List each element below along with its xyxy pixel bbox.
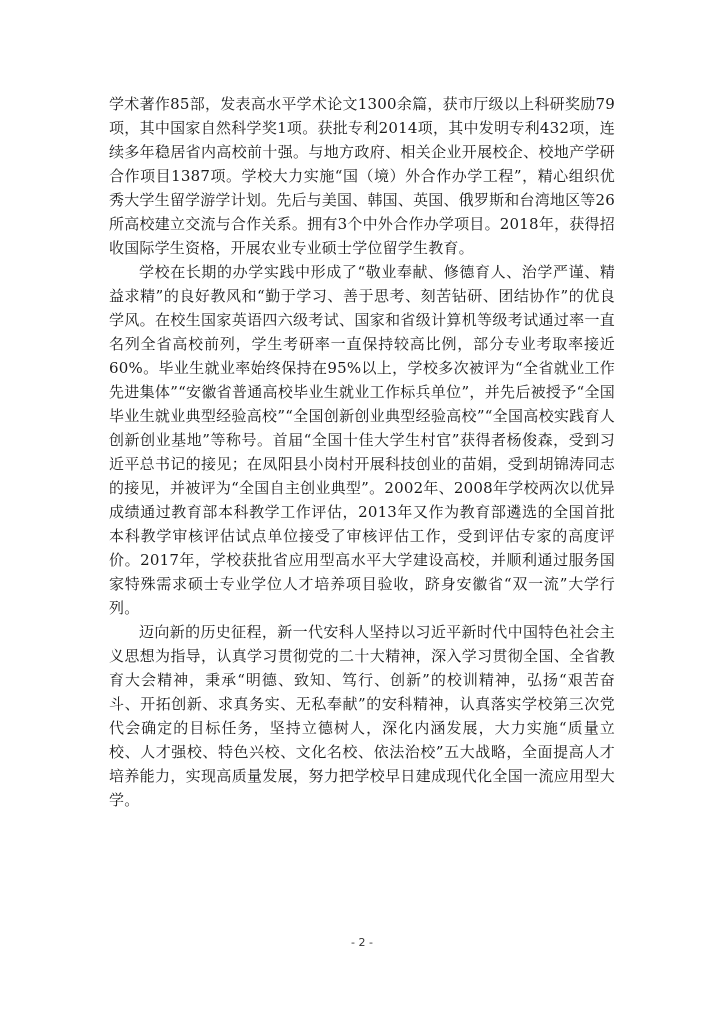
body-text <box>109 92 615 812</box>
paragraph-style-and-employment: 学校在长期的办学实践中形成了“敬业奉献、修德育人、治学严谨、精益求精”的良好教风和“勤于学习、善于思考、刻苦钻研、团结协作”的优良学风。在校生国家英语四六级考试、国家和省级计算机等级考试通过率一直名列全省高校前列，学生考研率一直保持较高比例，部分专业考取率接近60%。毕业生就业率始终保持在95%以上，学校多次被评为“全省就业工作先进集体”“安徽省普通高校毕业生就业工作标兵单位”，并先后被授予“全国毕业生就业典型经验高校”“全国创新创业典型经验高校”“全国高校实践育人创新创业基地”等称号。首届“全国十佳大学生村官”获得者杨俊森，受到习近平总书记的接见；在凤阳县小岗村开展科技创业的苗娟，受到胡锦涛同志的接见，并被评为“全国自主创业典型”。2002年、2008年学校两次以优异成绩通过教育部本科教学工作评估，2013年又作为教育部遴选的全国首批本科教学审核评估试点单位接受了审核评估工作，受到评估专家的高度评价。2017年，学校获批省应用型高水平大学建设高校，并顺利通过服务国家特殊需求硕士专业学位人才培养项目验收，跻身安徽省“双一流”大学行列。 <box>109 263 615 617</box>
page-number: - 2 - <box>351 936 373 949</box>
paragraph-future-goals: 迈向新的历史征程，新一代安科人坚持以习近平新时代中国特色社会主义思想为指导，认真学习贯彻党的二十大精神，深入学习贯彻全国、全省教育大会精神，秉承“明德、致知、笃行、创新”的校训精神，弘扬“艰苦奋斗、开拓创新、求真务实、无私奉献”的安科精神，认真落实学校第三次党代会确定的目标任务，坚持立德树人，深化内涵发展，大力实施“质量立校、人才强校、特色兴校、文化名校、依法治校”五大战略，全面提高人才培养能力，实现高质量发展，努力把学校早日建成现代化全国一流应用型大学。 <box>109 623 615 809</box>
paragraph-continuation: 学术著作85部，发表高水平学术论文1300余篇，获市厅级以上科研奖励79项，其中国家自然科学奖1项。获批专利2014项，其中发明专利432项，连续多年稳居省内高校前十强。与地方政府、相关企业开展校企、校地产学研合作项目1387项。学校大力实施“国（境）外合作办学工程”，精心组织优秀大学生留学游学计划。先后与美国、韩国、英国、俄罗斯和台湾地区等26所高校建立交流与合作关系。拥有3个中外合作办学项目。2018年，获得招收国际学生资格，开展农业专业硕士学位留学生教育。 <box>109 95 615 257</box>
